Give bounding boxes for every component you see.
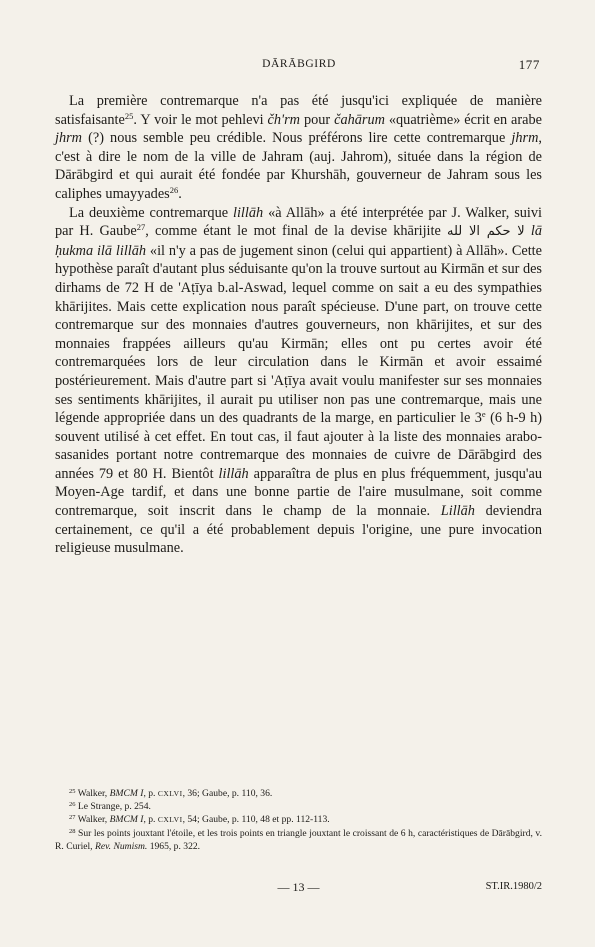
footnote-ref-26: 26 — [169, 184, 179, 195]
footnote-27 — [55, 813, 542, 826]
italic-term: BMCM I — [109, 814, 144, 826]
italic-term: jhrm — [55, 130, 83, 147]
text-run: Walker, — [75, 814, 110, 826]
footnote-number: 28 — [69, 827, 76, 835]
body-text — [55, 92, 542, 558]
italic-term: Rev. Numism. — [94, 840, 148, 852]
issue-reference: ST.IR.1980/2 — [485, 881, 542, 892]
footnote-26 — [55, 800, 542, 813]
text-run: , p. — [143, 814, 158, 826]
paragraph-2 — [55, 204, 542, 558]
footnote-number: 26 — [69, 801, 76, 809]
folio-number: — 13 — — [277, 880, 320, 894]
text-run: Walker, — [75, 788, 110, 799]
italic-term: lā ḥukma ilā lillāh — [55, 223, 542, 259]
italic-term: BMCM I — [109, 788, 144, 799]
italic-term: lillāh — [232, 204, 264, 221]
text-run: , c'est à dire le nom de la ville de Jahram (auj. Jahrom), située dans la région de Dārābgird et qui aurait été fondée par Khurshāh, gouverneur de Jahram sous les caliphes umayyades — [55, 130, 542, 202]
ordinal-superscript: e — [481, 409, 486, 420]
paragraph-1 — [55, 92, 542, 204]
text-run: . Y voir le mot pehlevi — [133, 111, 268, 128]
text-run: «il n'y a pas de jugement sinon (celui qui appartient) à Allāh». Cette hypothèse paraît d'autant plus séduisante qu'on la trouve surtout au Kirmān et sur des dirhams de 72 H de 'Aṭīya b.al-Aswad, lequel comme on sait a eu des sympathies khārijites. Mais cette explication nous paraît spécieuse. D'une part, on trouve cette contremarque sur des monnaies d'autres gouverneurs, non khārijites, et sur des monnaies frappées ailleurs qu'au Kirmān; elles ont pu certes avoir été contremarquées lors de leur circulation dans le Kirmān et avoir essaimé postérieurement. Mais d'autre part si 'Aṭīya avait voulu manifester sur ses monnaies ses sentiments khārijites, il aurait pu utiliser non pas une contremarque, mais une légende appropriée dans un des quadrants de la marge, en particulier le 3 — [55, 242, 542, 427]
text-run: , 54; Gaube, p. 110, 48 et pp. 112-113. — [182, 814, 330, 826]
text-run: «quatrième» écrit en arabe — [384, 111, 543, 128]
page-number: 177 — [518, 57, 540, 72]
text-run: La deuxième contremarque — [69, 204, 233, 221]
text-run: apparaîtra de plus en plus fréquemment, jusqu'au Moyen-Age tardif, et dans une bonne partie de l'aire musulmane, soit comme contremarque, soit inscrit dans le champ de la monnaie. — [55, 465, 542, 520]
running-title: DĀRĀBGIRD — [262, 58, 336, 70]
text-run: , 36; Gaube, p. 110, 36. — [182, 788, 273, 799]
footnote-ref-27: 27 — [136, 222, 146, 233]
roman-numeral: CXLVI — [157, 815, 183, 825]
arabic-motto: لا حكم الا لله — [447, 224, 525, 240]
italic-term: lillāh — [218, 465, 249, 482]
footnote-ref-25: 25 — [124, 110, 134, 121]
text-run: «à Allāh» a été interprétée par J. Walker, suivi par H. Gaube — [55, 204, 542, 240]
text-run: (?) nous semble peu crédible. Nous préférons lire cette contremarque — [82, 130, 512, 147]
italic-term: Lillāh — [440, 503, 475, 520]
text-run: . — [178, 185, 182, 202]
text-run: , p. — [143, 788, 158, 799]
footnotes — [55, 787, 542, 853]
text-run: (6 h-9 h) souvent utilisé à cet effet. En tout cas, il faut ajouter à la liste des monnaies arabo-sasanides portant notre contremarque des monnaies de cuivre de Dārābgird des années 79 et 80 H. Bientôt — [55, 410, 542, 482]
italic-term: čh'rm — [267, 111, 300, 128]
footnote-28 — [55, 827, 542, 853]
text-run: , comme étant le mot final de la devise khārijite — [145, 223, 448, 240]
text-run: Le Strange, p. 254. — [75, 801, 151, 813]
text-run: pour — [300, 111, 335, 128]
italic-term: jhrm — [511, 130, 539, 147]
text-run: Sur les points jouxtant l'étoile, et les trois points en triangle jouxtant le croissant de 6 h, caractéristiques de Dārābgird, v. R. Curiel, — [55, 827, 542, 852]
text-run: deviendra certainement, ce qu'il a été probablement depuis l'origine, une pure invocation religieuse musulmane. — [55, 503, 542, 557]
footnote-25 — [55, 787, 542, 800]
text-run: La première contremarque n'a pas été jusqu'ici expliquée de manière satisfaisante — [55, 93, 542, 128]
italic-term: čahārum — [334, 111, 385, 128]
footnote-number: 25 — [69, 788, 76, 795]
roman-numeral: CXLVI — [157, 789, 183, 798]
footnote-number: 27 — [69, 814, 76, 822]
text-run: 1965, p. 322. — [147, 840, 201, 852]
